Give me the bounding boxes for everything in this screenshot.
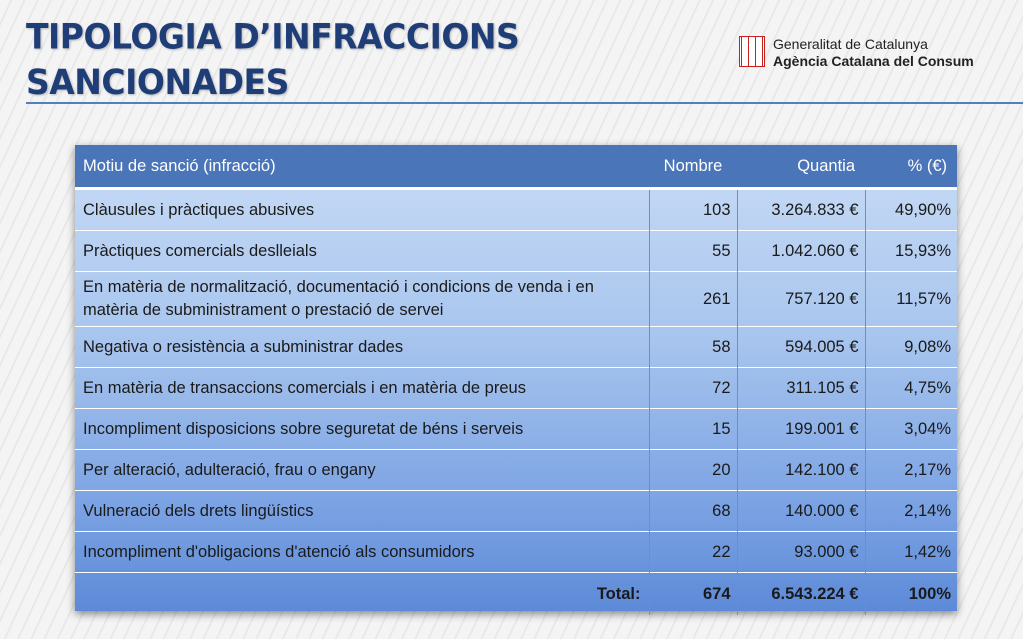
header-quantia: Quantia: [737, 145, 865, 189]
cell-quantia: 757.120 €: [737, 272, 865, 327]
cell-quantia: 142.100 €: [737, 450, 865, 491]
cell-percent: 9,08%: [865, 327, 957, 368]
total-quantia: 6.543.224 €: [737, 573, 865, 616]
title-divider: [26, 102, 1023, 104]
table-row: [75, 189, 957, 231]
cell-percent: 15,93%: [865, 231, 957, 272]
cell-percent: 3,04%: [865, 409, 957, 450]
cell-percent: 11,57%: [865, 272, 957, 327]
cell-nombre: 72: [649, 368, 737, 409]
table-row: [75, 532, 957, 573]
generalitat-logo: [739, 36, 974, 70]
cell-nombre: 15: [649, 409, 737, 450]
cell-nombre: 20: [649, 450, 737, 491]
table-row: [75, 409, 957, 450]
table-row: [75, 327, 957, 368]
header-nombre: Nombre: [649, 145, 737, 189]
total-nombre: 674: [649, 573, 737, 616]
total-percent: 100%: [865, 573, 957, 616]
cell-quantia: 311.105 €: [737, 368, 865, 409]
table-row: [75, 231, 957, 272]
table-row: [75, 450, 957, 491]
slide-title-line1: TIPOLOGIA D’INFRACCIONS: [26, 16, 520, 58]
table-row: [75, 491, 957, 532]
cell-nombre: 22: [649, 532, 737, 573]
cell-motiu: En matèria de transaccions comercials i en matèria de preus: [75, 368, 649, 409]
cell-motiu: Pràctiques comercials deslleials: [75, 231, 649, 272]
cell-quantia: 1.042.060 €: [737, 231, 865, 272]
cell-percent: 2,17%: [865, 450, 957, 491]
cell-quantia: 93.000 €: [737, 532, 865, 573]
cell-nombre: 103: [649, 189, 737, 231]
cell-nombre: 55: [649, 231, 737, 272]
cell-nombre: 261: [649, 272, 737, 327]
table-header-row: [75, 145, 957, 189]
logo-line1: Generalitat de Catalunya: [773, 36, 928, 52]
cell-motiu: Clàusules i pràctiques abusives: [75, 189, 649, 231]
cell-quantia: 3.264.833 €: [737, 189, 865, 231]
cell-quantia: 140.000 €: [737, 491, 865, 532]
logo-line2: Agència Catalana del Consum: [773, 53, 974, 69]
cell-nombre: 68: [649, 491, 737, 532]
table-row: [75, 272, 957, 327]
infractions-table: [75, 145, 957, 615]
cell-motiu: Negativa o resistència a subministrar dades: [75, 327, 649, 368]
cell-quantia: 594.005 €: [737, 327, 865, 368]
logo-text: [773, 36, 974, 70]
header-motiu: Motiu de sanció (infracció): [75, 145, 649, 189]
cell-percent: 4,75%: [865, 368, 957, 409]
table-total-row: [75, 573, 957, 616]
cell-motiu: Incompliment d'obligacions d'atenció als consumidors: [75, 532, 649, 573]
table-row: [75, 368, 957, 409]
cell-percent: 1,42%: [865, 532, 957, 573]
slide-title: [26, 14, 519, 104]
cell-motiu: Per alteració, adulteració, frau o engany: [75, 450, 649, 491]
slide-title-line2: SANCIONADES: [26, 61, 289, 103]
senyera-icon: [739, 36, 765, 67]
total-label: Total:: [75, 573, 649, 616]
cell-percent: 2,14%: [865, 491, 957, 532]
cell-quantia: 199.001 €: [737, 409, 865, 450]
cell-nombre: 58: [649, 327, 737, 368]
infractions-table-container: [75, 145, 957, 611]
cell-motiu: Vulneració dels drets lingüístics: [75, 491, 649, 532]
cell-motiu: En matèria de normalització, documentació i condicions de venda i en matèria de subministrament o prestació de servei: [75, 272, 649, 327]
header-percent: % (€): [865, 145, 957, 189]
cell-motiu: Incompliment disposicions sobre seguretat de béns i serveis: [75, 409, 649, 450]
cell-percent: 49,90%: [865, 189, 957, 231]
